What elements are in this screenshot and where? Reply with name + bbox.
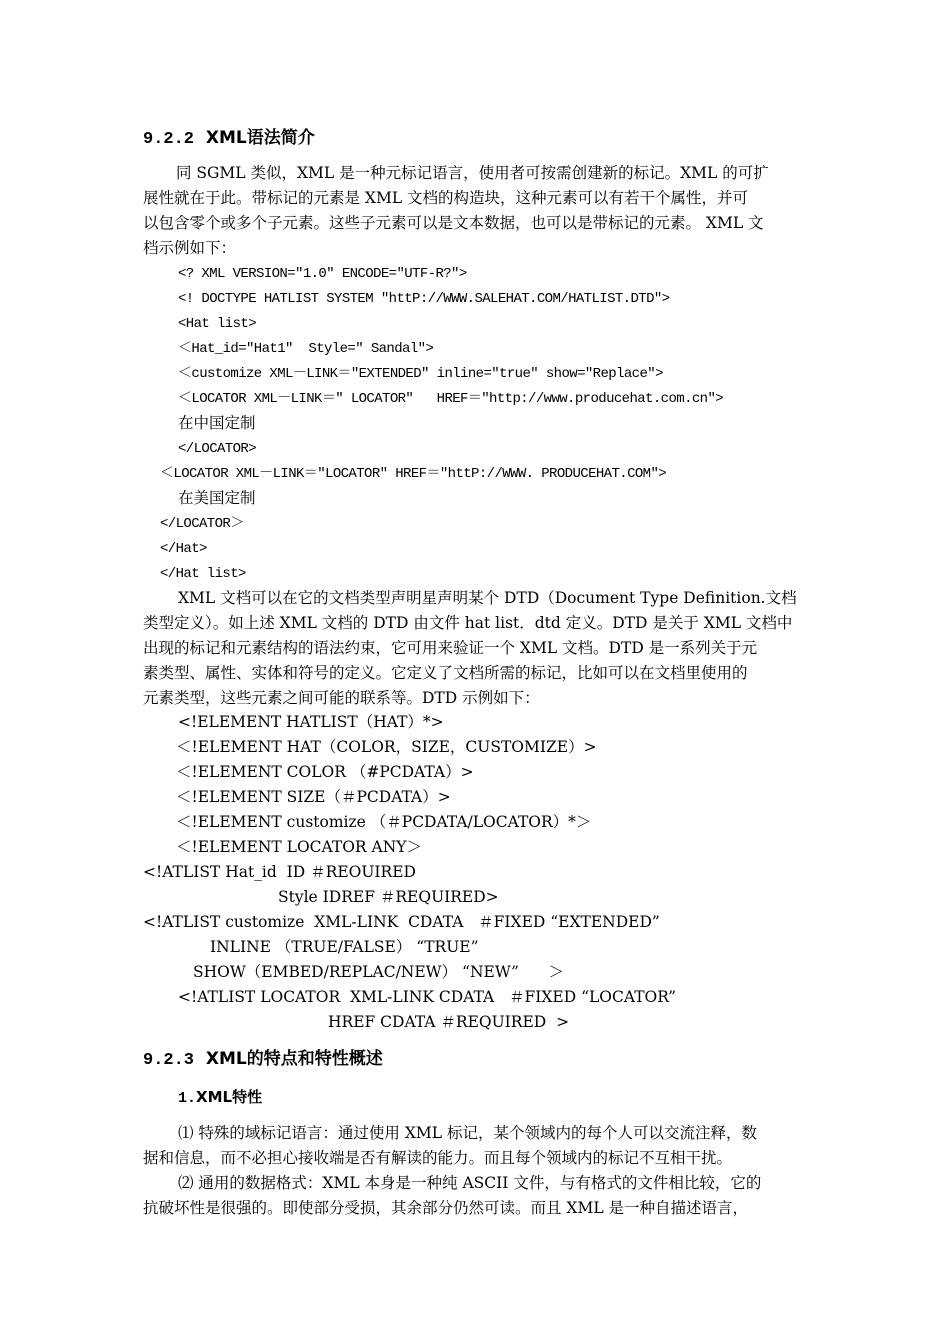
xml-code-line: <Hat list>: [178, 316, 257, 332]
intro-line: 以包含零个或多个子元素。这些子元素可以是文本数据，也可以是带标记的元素。 XML 文: [143, 214, 764, 232]
section-heading-9-2-3: [143, 1047, 383, 1073]
dtd-code-line: Style IDREF ＃REQUIRED>: [278, 888, 499, 906]
dtd-code-line: <!ATLIST customize XML-LINK CDATA ＃FIXED “EXTENDED”: [143, 913, 660, 931]
xml-code-line: 在中国定制: [178, 414, 256, 432]
intro-line: 展性就在于此。带标记的元素是 XML 文档的构造块，这种元素可以有若干个属性，并可: [143, 189, 749, 207]
feature-line: 据和信息，而不必担心接收端是否有解读的能力。而且每个领域内的标记不互相干扰。: [143, 1149, 733, 1167]
feature-line: ⑵ 通用的数据格式：XML 本身是一种纯 ASCII 文件，与有格式的文件相比较，它的: [178, 1174, 762, 1192]
xml-code-line: </LOCATOR＞: [160, 516, 244, 532]
dtd-intro-line: XML 文档可以在它的文档类型声明星声明某个 DTD（Document Type Definition.文档: [178, 589, 797, 607]
dtd-code-line: <!ELEMENT HATLIST（HAT）*>: [178, 713, 444, 731]
dtd-intro-line: 出现的标记和元素结构的语法约束，它可用来验证一个 XML 文档。DTD 是一系列关于元: [143, 639, 758, 657]
xml-code-line: </Hat list>: [160, 566, 246, 582]
subsection-heading: [178, 1085, 262, 1111]
xml-code-line: <! DOCTYPE HATLIST SYSTEM "httP://WWW.SALEHAT.COM/HATLIST.DTD">: [178, 291, 670, 307]
section-number: 9.2.3: [143, 1051, 195, 1070]
dtd-code-line: ＜!ELEMENT SIZE（＃PCDATA）>: [176, 788, 451, 806]
subsection-number: 1.: [178, 1090, 197, 1107]
dtd-code-line: HREF CDATA ＃REQUIRED >: [328, 1013, 570, 1031]
intro-line: 档示例如下：: [143, 239, 237, 257]
dtd-code-line: ＜!ELEMENT LOCATOR ANY＞: [176, 838, 423, 856]
dtd-code-line: ＜!ELEMENT COLOR （#PCDATA）>: [176, 763, 474, 781]
section-title: XML的特点和特性概述: [205, 1049, 383, 1069]
dtd-intro-line: 类型定义）。如上述 XML 文档的 DTD 由文件 hat list．dtd 定义。DTD 是关于 XML 文档中: [143, 614, 793, 632]
feature-line: 抗破坏性是很强的。即使部分受损，其余部分仍然可读。而且 XML 是一种自描述语言，: [143, 1199, 749, 1217]
xml-code-line: ＜customize XML－LINK＝"EXTENDED" inline="true" show="Replace">: [178, 366, 663, 382]
feature-line: ⑴ 特殊的域标记语言：通过使用 XML 标记，某个领域内的每个人可以交流注释，数: [178, 1124, 757, 1142]
xml-code-line: ＜LOCATOR XML－LINK＝" LOCATOR" HREF＝"http://www.producehat.com.cn">: [178, 391, 724, 407]
xml-code-line: <? XML VERSION="1.0" ENCODE="UTF-R?">: [178, 266, 467, 282]
xml-code-line: </Hat>: [160, 541, 207, 557]
subsection-title: XML特性: [196, 1088, 263, 1106]
xml-code-line: </LOCATOR>: [178, 441, 257, 457]
dtd-code-line: ＜!ELEMENT customize （＃PCDATA/LOCATOR）*＞: [176, 813, 592, 831]
section-number: 9.2.2: [143, 130, 195, 149]
dtd-code-line: INLINE （TRUE/FALSE） “TRUE”: [210, 938, 479, 956]
dtd-code-line: <!ATLIST LOCATOR XML-LINK CDATA ＃FIXED “LOCATOR”: [178, 988, 676, 1006]
dtd-intro-line: 元素类型，这些元素之间可能的联系等。DTD 示例如下：: [143, 689, 540, 707]
section-title: XML语法简介: [205, 128, 315, 148]
xml-code-line: ＜Hat_id="Hat1" Style=" Sandal">: [178, 341, 434, 357]
dtd-intro-line: 素类型、属性、实体和符号的定义。它定义了文档所需的标记，比如可以在文档里使用的: [143, 664, 748, 682]
dtd-code-line: <!ATLIST Hat_id ID ＃REOUIRED: [143, 863, 416, 881]
dtd-code-line: ＜!ELEMENT HAT（COLOR，SIZE，CUSTOMIZE）>: [176, 738, 597, 756]
dtd-code-line: SHOW（EMBED/REPLAC/NEW） “NEW” ＞: [193, 963, 565, 981]
xml-code-line: ＜LOCATOR XML－LINK＝"LOCATOR" HREF＝"httP://WWW. PRODUCEHAT.COM">: [160, 466, 667, 482]
xml-code-line: 在美国定制: [178, 489, 256, 507]
intro-line: 同 SGML 类似，XML 是一种元标记语言，使用者可按需创建新的标记。XML 的可扩: [176, 164, 769, 182]
section-heading-9-2-2: [143, 126, 315, 152]
